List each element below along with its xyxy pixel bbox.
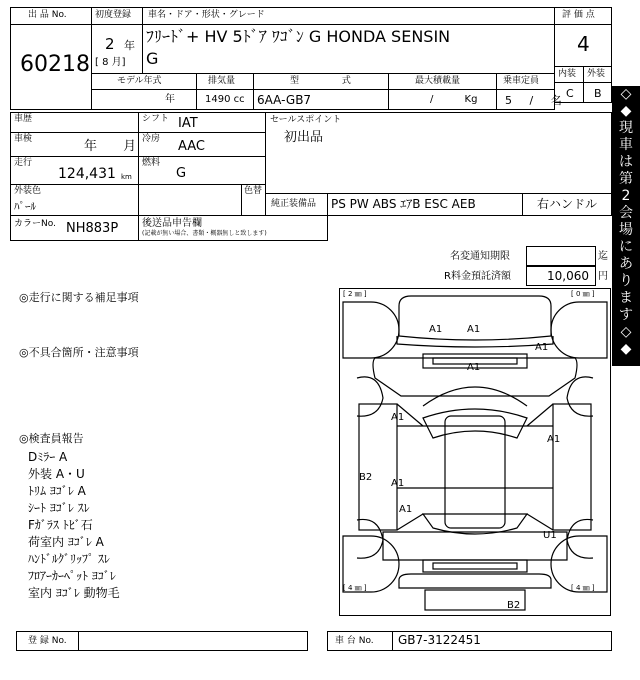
interior-grade: C	[566, 87, 574, 100]
recycle-unit: 円	[598, 271, 608, 282]
name-change-label: 名変通知期限	[450, 251, 510, 262]
side-banner-char: 現	[619, 120, 633, 136]
delivery-label: 後送品申告欄	[142, 218, 202, 229]
exterior-grade: B	[594, 87, 602, 100]
name-change-suffix: 迄	[598, 251, 608, 262]
tire-front-right: [ 0 ㎜ ]	[571, 290, 595, 298]
car-damage-diagram	[339, 288, 611, 616]
color-number-value: NH883P	[66, 221, 119, 236]
inspector-label: ◎検査員報告	[19, 432, 84, 445]
list-item: Dﾐﾗｰ A	[28, 450, 68, 464]
recycle-label: R料金預託済額	[444, 271, 511, 282]
interior-label: 内装	[558, 69, 577, 79]
model-year-unit: 年	[165, 94, 175, 105]
side-banner-char: は	[619, 154, 633, 170]
defects-label: ◎不具合箇所・注意事項	[19, 346, 139, 359]
rating-score: 4	[577, 32, 590, 56]
recycle-amount: 10,060	[547, 269, 589, 283]
damage-mark: A1	[467, 362, 481, 373]
load-label: 最大積載量	[415, 76, 461, 86]
inspection-value: 年 月	[84, 139, 137, 154]
tire-front-left: [ 2 ㎜ ]	[343, 290, 367, 298]
damage-mark: A1	[399, 504, 413, 515]
damage-mark: A1	[391, 412, 405, 423]
tire-rear-right: [ 4 ㎜ ]	[571, 584, 595, 592]
list-item: 荷室内 ﾖｺﾞﾚ A	[28, 535, 104, 549]
damage-mark: A1	[391, 478, 405, 489]
side-banner-char: ◆	[620, 103, 632, 119]
list-item: ﾌﾛｱｰｶｰﾍﾟｯﾄ ﾖｺﾞﾚ	[28, 569, 116, 583]
type-label: 型 式	[290, 76, 371, 86]
damage-mark: B2	[359, 472, 373, 483]
equipment-label: 純正装備品	[271, 199, 317, 209]
mileage-value: 124,431	[58, 166, 116, 182]
tire-rear-left: [ 4 ㎜ ]	[343, 584, 367, 592]
registration-label: 初度登録	[95, 10, 132, 20]
color-number-label: カラーNo.	[14, 219, 56, 229]
mileage-label: 走行	[14, 158, 33, 168]
side-banner-char: 車	[619, 137, 633, 153]
side-banner-char: ◇	[620, 86, 632, 102]
side-banner-char: 2	[621, 188, 631, 204]
side-banner-char: 第	[619, 171, 633, 187]
rating-label: 評 価 点	[562, 10, 595, 20]
side-banner-char: 会	[619, 205, 633, 221]
damage-mark: A1	[547, 434, 561, 445]
capacity-value: 5 / 名	[505, 94, 562, 107]
damage-mark: U1	[543, 530, 557, 541]
list-item: 室内 ﾖｺﾞﾚ 動物毛	[28, 586, 120, 600]
side-banner-char: ま	[619, 290, 633, 306]
ac-value: AAC	[178, 139, 205, 154]
exterior-label: 外装	[587, 69, 606, 79]
list-item: ﾄﾘﾑ ﾖｺﾞﾚ A	[28, 484, 86, 498]
side-banner	[612, 86, 640, 366]
chassis-number-value: GB7-3122451	[398, 633, 481, 647]
steering-value: 右ハンドル	[537, 197, 598, 211]
model-year-label: モデル年式	[117, 76, 162, 86]
registration-number-label: 登 録 No.	[28, 636, 67, 646]
registration-month: [ 8 月]	[95, 57, 126, 68]
displacement-value: 1490 cc	[205, 94, 245, 105]
lot-number-label: 出 品 No.	[28, 10, 67, 20]
name-change-box	[526, 246, 596, 266]
lot-number: 60218	[20, 52, 90, 77]
sales-point-label: セールスポイント	[270, 115, 342, 125]
displacement-label: 排気量	[208, 76, 236, 86]
car-name-line2: G	[146, 49, 159, 68]
shift-label: シフト	[142, 114, 170, 124]
load-value: / Kg	[430, 94, 478, 105]
inspection-label: 車検	[14, 134, 33, 144]
side-banner-char: あ	[619, 256, 633, 272]
list-item: 外装 A・U	[28, 467, 85, 481]
side-banner-char: ◇	[620, 324, 632, 340]
fuel-value: G	[176, 166, 187, 181]
color-value: ﾊﾟｰﾙ	[14, 200, 36, 213]
registration-year-unit: 年	[124, 39, 135, 52]
capacity-label: 乗車定員	[503, 76, 540, 86]
fuel-label: 燃料	[142, 158, 161, 168]
damage-mark: A1	[429, 324, 443, 335]
history-label: 車歴	[14, 114, 33, 124]
color-label: 外装色	[14, 186, 42, 196]
side-banner-char: 場	[619, 222, 633, 238]
driving-note-label: ◎走行に関する補足事項	[19, 291, 139, 304]
side-banner-char: に	[619, 239, 633, 255]
side-banner-char: す	[619, 307, 633, 323]
inspector-report-list	[28, 448, 120, 601]
car-name-line1: ﾌﾘｰﾄﾞ+ HV 5ﾄﾞｱ ﾜｺﾞﾝ G HONDA SENSIN	[146, 27, 451, 46]
damage-mark: B2	[507, 600, 521, 611]
type-value: 6AA-GB7	[257, 93, 312, 107]
list-item: Fｶﾞﾗｽ ﾄﾋﾞ石	[28, 518, 93, 532]
car-name-label: 車名・ドア・形状・グレード	[148, 10, 265, 20]
shift-value: IAT	[178, 116, 198, 131]
delivery-note: (記載が無い場合、書類・概器無しと致します)	[142, 230, 267, 237]
chassis-number-label: 車 台 No.	[335, 636, 374, 646]
list-item: ｼｰﾄ ﾖｺﾞﾚ ｽﾚ	[28, 501, 90, 515]
repaint-label: 色替	[244, 186, 263, 196]
side-banner-char: ◆	[620, 341, 632, 357]
side-banner-char: り	[619, 273, 633, 289]
damage-mark: A1	[467, 324, 481, 335]
list-item: ﾊﾝﾄﾞﾙｸﾞﾘｯﾌﾟ ｽﾚ	[28, 552, 110, 566]
sales-point-value: 初出品	[284, 130, 324, 145]
damage-mark: A1	[535, 342, 549, 353]
ac-label: 冷房	[142, 134, 161, 144]
registration-year: 2	[105, 35, 115, 53]
equipment-value: PS PW ABS ｴｱB ESC AEB	[331, 197, 476, 211]
mileage-unit: km	[121, 173, 132, 181]
